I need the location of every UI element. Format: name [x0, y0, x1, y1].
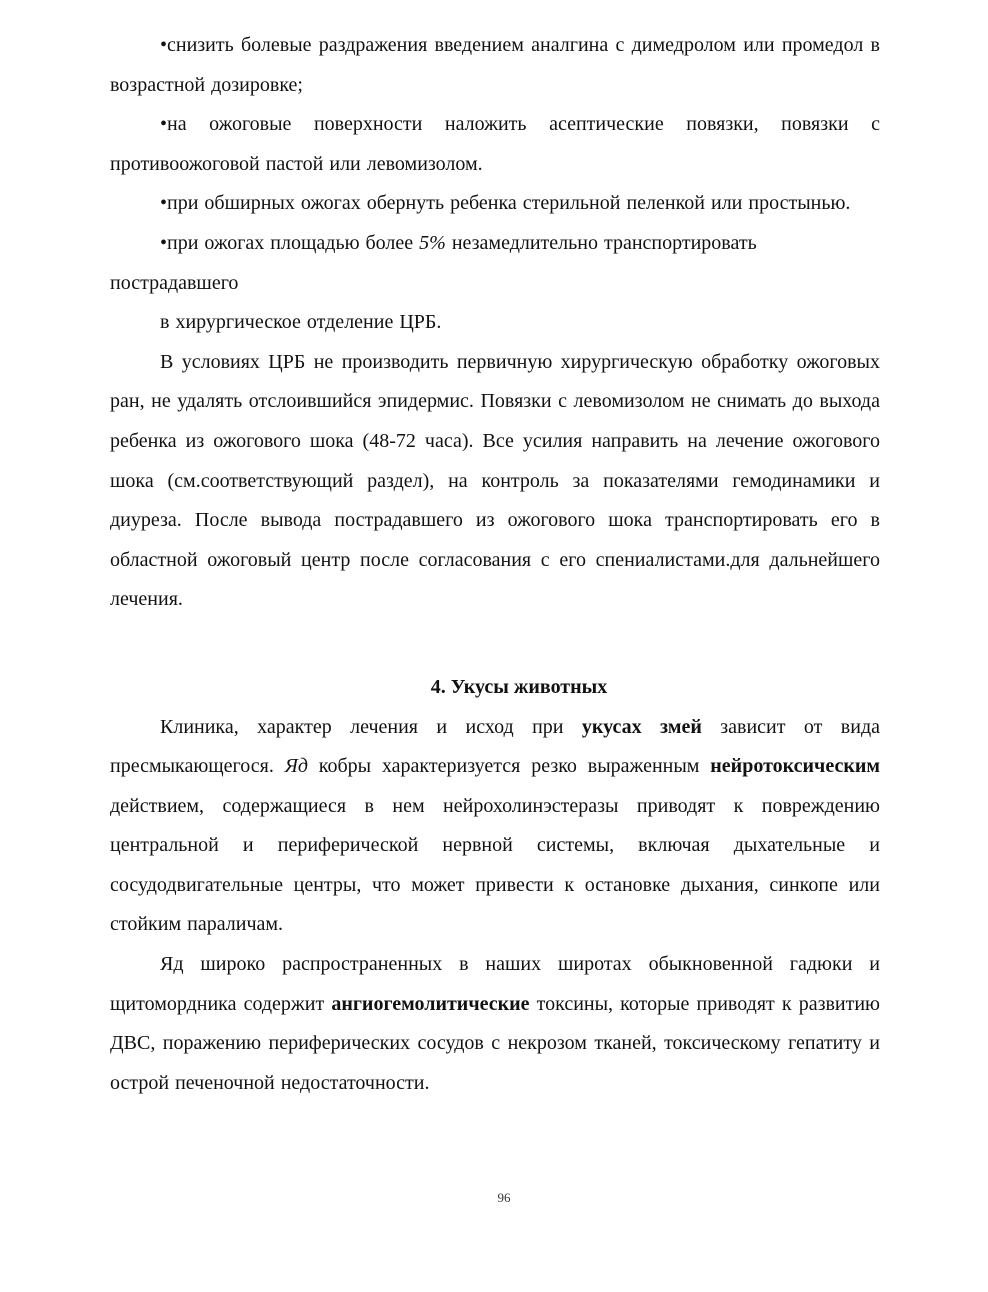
snake-text-1: Клиника, характер лечения и исход при — [160, 715, 582, 738]
burn-area-percent: 5% — [419, 231, 446, 254]
snake-text-2: зависит от вида пресмыкающегося. — [110, 715, 880, 778]
venom-term: Яд — [284, 755, 308, 778]
snake-bite-paragraph — [110, 708, 880, 946]
bullet-transport-text: •при ожогах площадью более — [160, 231, 420, 254]
angiohemolytic-term: ангиогемолитические — [331, 992, 530, 1015]
snake-bites-term: укусах змей — [581, 715, 702, 738]
snake-text-4: действием, содержащиеся в нем нейрохолинэстеразы приводят к повреждению центральной и периферической нервной системы, включая дыхательные и сосудодвигательные центры, что может привести к остановке дыхания, синкопе или стойким параличам. — [110, 794, 880, 936]
bullet-transport-text-end: незамедлительно транспортировать пострадавшего — [110, 231, 757, 294]
bullet-sterile-sheet: •при обширных ожогах обернуть ребенка стерильной пеленкой или простынью. — [160, 192, 851, 215]
bullet-transport-continuation: в хирургическое отделение ЦРБ. — [160, 311, 442, 334]
neurotoxic-term: нейротоксическим — [710, 755, 880, 778]
section-heading: 4. Укусы животных — [430, 675, 608, 698]
bullet-analgesia: •снизить болевые раздражения введением аналгина с димедролом или промедол в возрастной дозировке; — [110, 34, 880, 96]
snake-text-3: кобры характеризуется резко выраженным — [307, 755, 711, 778]
page-number: 96 — [497, 1190, 511, 1205]
crb-treatment-paragraph: В условиях ЦРБ не производить первичную хирургическую обработку ожоговых ран, не удалять отслоившийся эпидермис. Повязки с левомизолом не снимать до выхода ребенка из ожогового шока (48-72 часа). Все усилия направить на лечение ожогового шока (см.соответствующий раздел), на контроль за показателями гемодинамики и диуреза. После вывода пострадавшего из ожогового шока транспортировать его в областной ожоговый центр после согласования с его спениалистами.для дальнейшего лечения. — [110, 350, 880, 611]
bullet-transport — [110, 224, 880, 303]
bullet-aseptic-dressings: •на ожоговые поверхности наложить асептические повязки, повязки с противоожоговой пастой или левомизолом. — [110, 113, 880, 175]
document-page — [110, 26, 880, 1103]
viper-text-1: Яд широко распространенных в наших широтах обыкновенной гадюки и щитомордника содержит — [110, 953, 880, 1015]
viper-text-2: токсины, которые приводят к развитию ДВС, поражению периферических сосудов с некрозом тканей, токсическому гепатиту и острой печеночной недостаточности. — [110, 992, 880, 1094]
viper-venom-paragraph — [110, 945, 880, 1103]
